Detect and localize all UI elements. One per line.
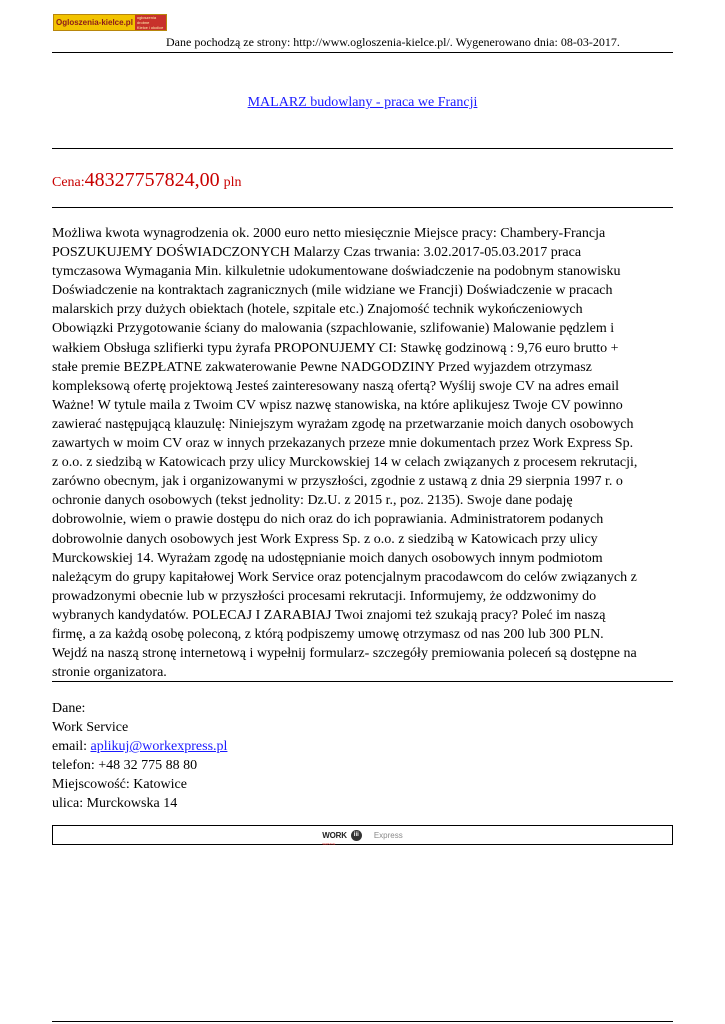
contact-city: Miejscowość: Katowice <box>52 777 187 793</box>
price-value: 48327757824,00 <box>84 169 220 191</box>
description-line: z o.o. z siedzibą w Katowicach przy ulicy Murckowskiej 14 w celach związanych z procesem rekrutacji, <box>52 455 638 471</box>
description-line: Doświadczenie na kontraktach zagranicznych (mile widziane we Francji) Doświadczenie w pracach <box>52 283 613 299</box>
logo-express-text: Express <box>373 830 403 840</box>
description-line: zawierać następującą klauzulę: Niniejszym wyrażam zgodę na przetwarzanie moich danych osobowych <box>52 416 634 432</box>
logo-service-text: SERVICE <box>322 841 336 846</box>
listing-title-link[interactable]: MALARZ budowlany - praca we Francji <box>247 95 478 110</box>
description-line: należącym do grupy kapitałowej Work Service oraz potencjalnym pracodawcom do celów związanych z <box>52 569 637 585</box>
source-note: Dane pochodzą ze strony: http://www.ogloszenia-kielce.pl/. Wygenerowano dnia: 08-03-2017. <box>166 35 620 49</box>
site-logo <box>53 14 167 31</box>
description-line: wybranych kandydatów. POLECAJ I ZARABIAJ Twoi znajomi też szukają pracy? Poleć im naszą <box>52 607 606 623</box>
description-line: malarskich przy dużych obiektach (hotele, szpitale etc.) Znajomość technik wykończeniowych <box>52 302 583 318</box>
contact-street: ulica: Murckowska 14 <box>52 796 178 812</box>
price <box>52 169 242 192</box>
price-currency: pln <box>223 175 242 190</box>
description-line: Murckowskiej 14. Wyrażam zgodę na udostępnianie moich danych osobowych innym podmiotom <box>52 550 603 566</box>
description-line: ochronie danych osobowych (tekst jednolity: Dz.U. z 2015 r., poz. 2135). Swoje dane podaję <box>52 493 573 509</box>
contact-company: Work Service <box>52 720 129 736</box>
contact-email-row <box>52 737 227 756</box>
description-line: Możliwa kwota wynagrodzenia ok. 2000 euro netto miesięcznie Miejsce pracy: Chambery-Francja <box>52 226 606 241</box>
site-logo-side-line: Kielce i okolice <box>136 25 164 30</box>
description-divider <box>52 681 673 682</box>
description-line: Obowiązki Przygotowanie ściany do malowania (szpachlowanie, szlifowanie) Malowanie pędzlem i <box>52 321 615 337</box>
description-line: kompleksową ofertę projektową Jesteś zainteresowany naszą ofertą? Wyślij swoje CV na adres email <box>52 378 620 394</box>
header-divider <box>52 52 673 53</box>
description-line: dobrowolnie, wiem o prawie dostępu do nich oraz do ich poprawiania. Administratorem podanych <box>52 512 604 528</box>
work-express-logo <box>322 825 402 846</box>
company-logo-frame <box>52 825 673 845</box>
contact-block <box>52 699 227 814</box>
contact-phone: telefon: +48 32 775 88 80 <box>52 758 198 774</box>
description-line: POSZUKUJEMY DOŚWIADCZONYCH Malarzy Czas trwania: 3.02.2017-05.03.2017 praca <box>52 245 582 261</box>
description-line: wałkiem Obsługa szlifierki typu żyrafa PROPONUJEMY CI: Stawkę godzinową : 9,76 euro brutto + <box>52 340 619 356</box>
description-line: stronie organizatora. <box>52 665 167 681</box>
contact-email-label: email: <box>52 739 91 755</box>
description-line: Wejdź na naszą stronę internetową i wypełnij formularz- szczegóły premiowania poleceń są dostępne na <box>52 646 637 662</box>
footer-divider <box>52 1021 673 1022</box>
description-line: firmę, a za każdą osobę poleconą, z którą podpiszemy umowę otrzymasz od nas 200 lub 300 PLN. <box>52 626 604 642</box>
description-line: tymczasowa Wymagania Min. kilkuletnie udokumentowane doświadczenie na podobnym stanowisku <box>52 264 621 280</box>
contact-heading: Dane: <box>52 701 86 716</box>
price-divider <box>52 207 673 208</box>
description-line: dobrowolnie danych osobowych jest Work Express Sp. z o.o. z siedzibą w Katowicach przy ulicy <box>52 531 598 547</box>
logo-work-text: WORK <box>322 830 347 840</box>
title-divider <box>52 148 673 149</box>
contact-email-link[interactable]: aplikuj@workexpress.pl <box>90 739 228 755</box>
description-line: prowadzonymi obecnie lub w przyszłości procesami rekrutacji. Informujemy, że oddzwonimy do <box>52 588 597 604</box>
listing-description <box>52 224 677 682</box>
site-logo-side-line: drobne <box>136 20 150 25</box>
description-line: zawartych w moim CV oraz w innych przekazanych przeze mnie dokumentach przez Work Express Sp. <box>52 436 634 452</box>
logo-mark-icon: iii <box>351 830 362 841</box>
site-logo-side-line: ogłoszenia <box>136 15 157 20</box>
site-logo-side <box>135 15 166 30</box>
price-label: Cena: <box>52 175 85 190</box>
description-line: stałe premie BEZPŁATNE zakwaterowanie Pewne NADGODZINY Przed wyjazdem otrzymasz <box>52 359 592 375</box>
description-line: Ważne! W tytule maila z Twoim CV wpisz nazwę stanowiska, na które aplikujesz Twoje CV powinno <box>52 397 623 413</box>
site-logo-text: Ogloszenia-kielce.pl <box>54 15 135 30</box>
description-line: zarówno obecnym, jak i organizowanymi w przyszłości, zgodnie z ustawą z dnia 29 sierpnia 1997 r. o <box>52 474 623 490</box>
